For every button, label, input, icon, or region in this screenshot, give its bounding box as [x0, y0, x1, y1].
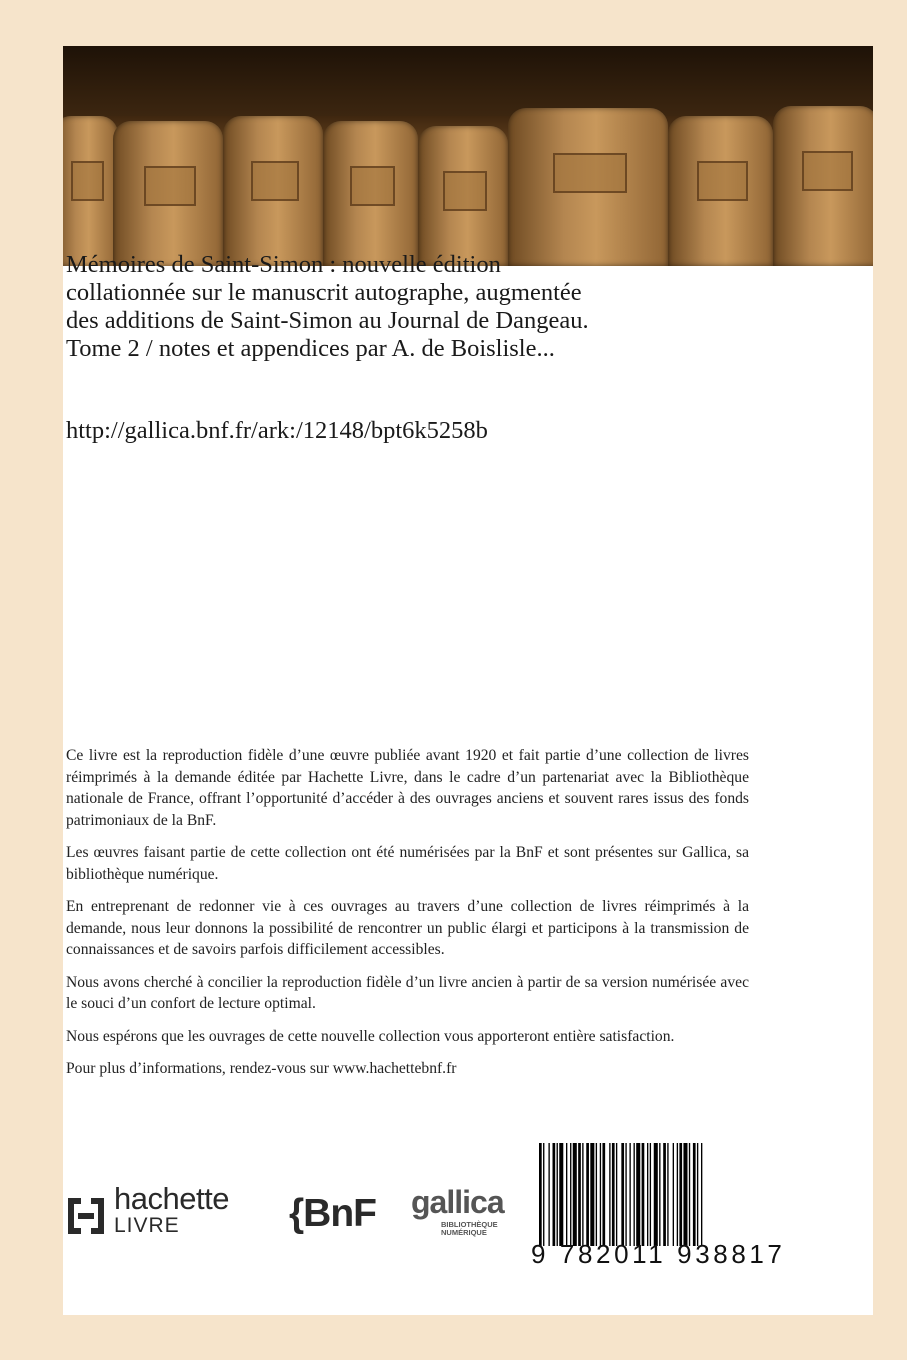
book-spine [418, 126, 508, 266]
barcode-bar [683, 1143, 687, 1246]
paragraph: Nous espérons que les ouvrages de cette nouvelle collection vous apporteront entière satisfaction. [66, 1027, 675, 1045]
barcode-bar [602, 1143, 605, 1246]
barcode-bar [573, 1143, 577, 1246]
barcode-bar [600, 1143, 601, 1246]
barcode-bar [693, 1143, 696, 1246]
paragraph: En entreprenant de redonner vie à ces ouvrages au travers d’une collection de livres réimprimés à la demande, nous leur donnons la possibilité de rencontrer un public élargi et participons à la transmission de connaissances et de savoirs parfois difficilement accessibles. [66, 898, 749, 958]
barcode-bar [543, 1143, 544, 1246]
barcode-bar [701, 1143, 702, 1246]
book-title [66, 251, 806, 363]
publisher-logos [66, 1153, 536, 1243]
barcode-bar [590, 1143, 594, 1246]
hachette-livre-logo [114, 1183, 229, 1238]
barcode-bar [557, 1143, 558, 1246]
gallica-ark-url: http://gallica.bnf.fr/ark:/12148/bpt6k5258b [66, 417, 488, 444]
barcode-bar [659, 1143, 660, 1246]
bnf-logo: {BnF [289, 1192, 376, 1235]
barcode-bar [697, 1143, 698, 1246]
barcode-bar [667, 1143, 668, 1246]
barcode-bar [636, 1143, 640, 1246]
barcode-bar [663, 1143, 666, 1246]
barcode-bar [629, 1143, 630, 1246]
title-line: des additions de Saint-Simon au Journal de Dangeau. [66, 307, 589, 334]
barcode-bar [596, 1143, 597, 1246]
paragraph: Pour plus d’informations, rendez-vous sur www.hachettebnf.fr [66, 1060, 457, 1077]
livre-wordmark: LIVRE [114, 1214, 180, 1237]
paragraph: Ce livre est la reproduction fidèle d’une œuvre publiée avant 1920 et fait partie d’une collection de livres réimprimés à la demande éditée par Hachette Livre, dans le cadre d’un partenariat avec la Bibliothèque nationale de France, offrant l’opportunité d’accéder à des ouvrages anciens et souvent rares issus des fonds patrimoniaux de la BnF. [66, 747, 749, 829]
isbn-barcode [531, 1133, 810, 1269]
barcode-bar [566, 1143, 567, 1246]
barcode-bar [679, 1143, 682, 1246]
book-spine [323, 121, 418, 266]
book-back-cover [63, 46, 873, 1315]
barcode-bar [625, 1143, 626, 1246]
barcode-bar [559, 1143, 563, 1246]
barcode-bar [689, 1143, 690, 1246]
barcode-bar [647, 1143, 648, 1246]
paragraph: Les œuvres faisant partie de cette collection ont été numérisées par la BnF et sont présentes sur Gallica, sa bibliothèque numérique. [66, 844, 749, 883]
gallica-subtitle: BIBLIOTHÈQUE NUMÉRIQUE [441, 1220, 498, 1237]
barcode-number: 9 782011 938817 [531, 1239, 786, 1269]
barcode-bar [586, 1143, 589, 1246]
old-books-photo [63, 46, 873, 266]
barcode-bar [642, 1143, 645, 1246]
barcode-bars [539, 1143, 801, 1246]
title-line: Mémoires de Saint-Simon : nouvelle édition [66, 251, 501, 278]
barcode-bar [621, 1143, 624, 1246]
barcode-bar [570, 1143, 571, 1246]
barcode-bar [677, 1143, 678, 1246]
barcode-bar [578, 1143, 581, 1246]
book-spine [63, 116, 118, 266]
barcode-bar [650, 1143, 651, 1246]
book-spine [773, 106, 873, 266]
hachette-wordmark: hachette [114, 1181, 229, 1216]
book-spine [223, 116, 323, 266]
description-text [66, 745, 749, 1091]
barcode-bar [609, 1143, 610, 1246]
barcode-bar [553, 1143, 556, 1246]
hachette-logo-icon [66, 1196, 106, 1236]
book-spine [668, 116, 773, 266]
book-spine [113, 121, 223, 266]
barcode-bar [539, 1143, 542, 1246]
title-line: Tome 2 / notes et appendices par A. de Boislisle... [66, 335, 555, 362]
bookshelf-top [63, 46, 873, 116]
paragraph: Nous avons cherché à concilier la reproduction fidèle d’un livre ancien à partir de sa version numérisée avec le souci d’un confort de lecture optimal. [66, 973, 749, 1012]
book-spine [508, 108, 668, 266]
barcode-bar [548, 1143, 549, 1246]
barcode-bar [654, 1143, 658, 1246]
barcode-bar [612, 1143, 615, 1246]
barcode-bar [673, 1143, 674, 1246]
barcode-bar [616, 1143, 617, 1246]
barcode-bar [582, 1143, 583, 1246]
gallica-wordmark: gallica [411, 1184, 504, 1220]
title-line: collationnée sur le manuscrit autographe, augmentée [66, 279, 582, 306]
gallica-logo [411, 1184, 511, 1243]
barcode-bar [634, 1143, 635, 1246]
